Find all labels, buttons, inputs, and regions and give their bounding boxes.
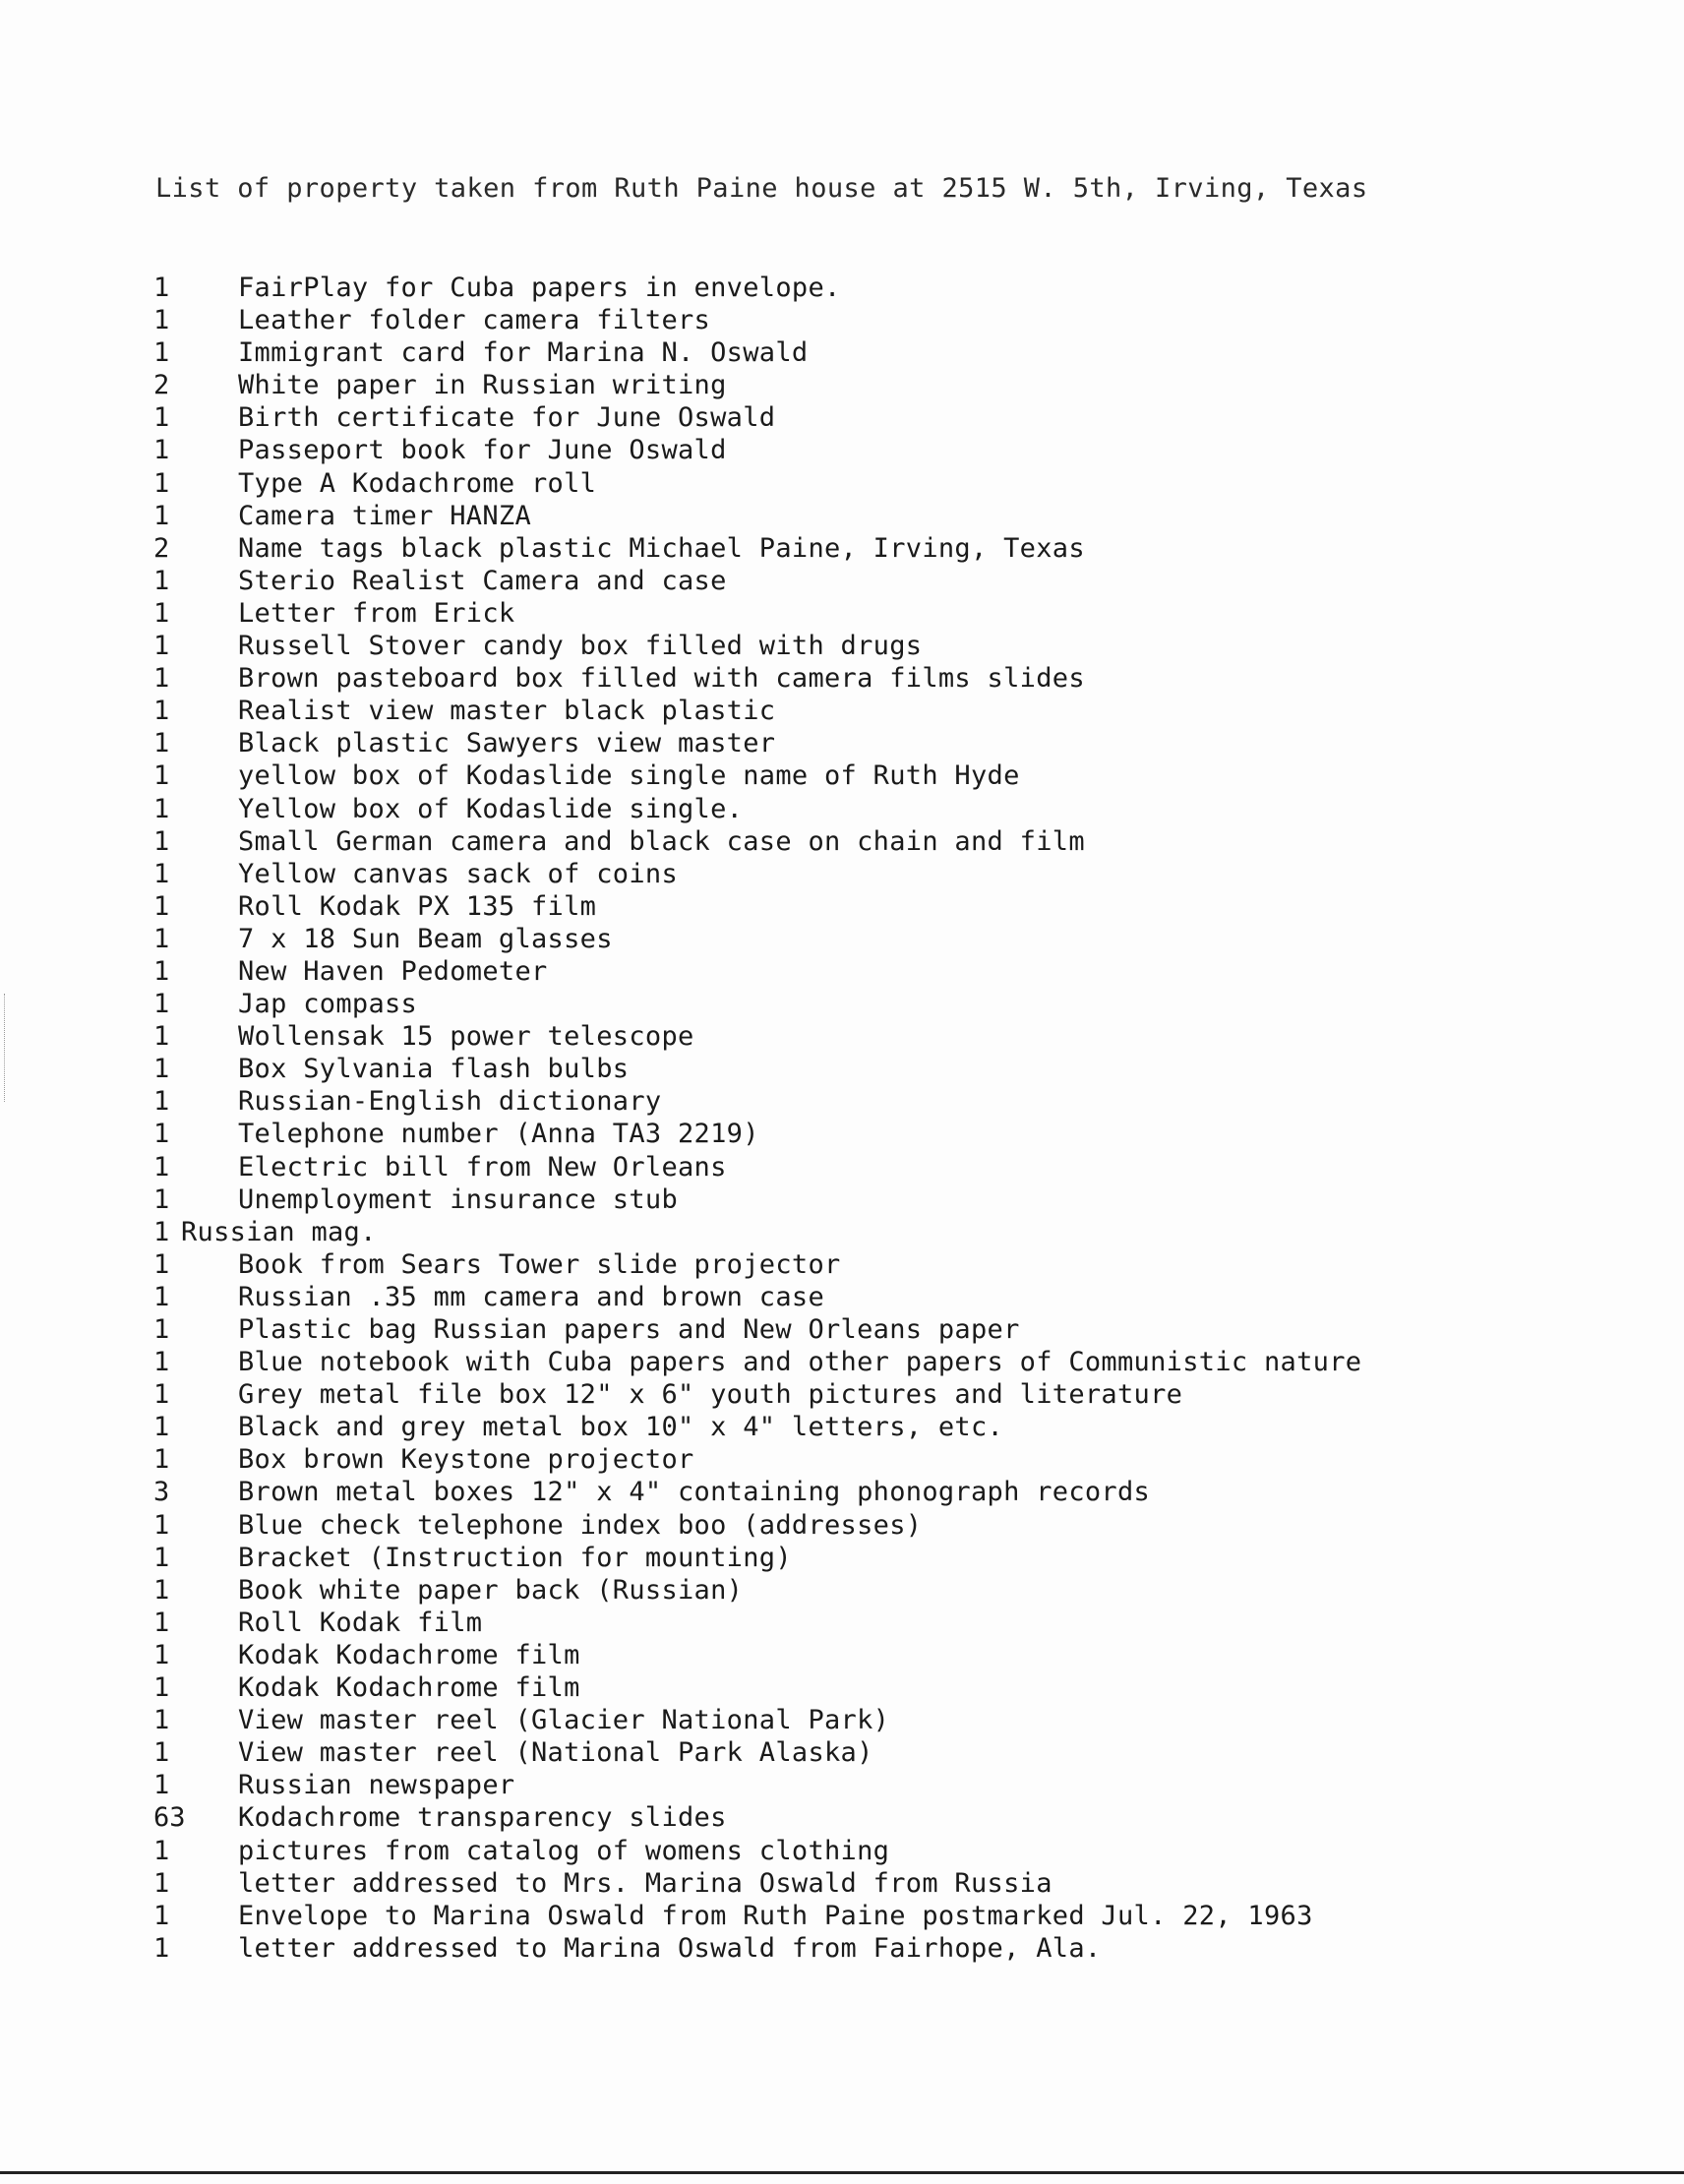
item-quantity: 1 [153,1086,170,1118]
item-quantity: 1 [153,1183,170,1215]
item-description: Brown metal boxes 12" x 4" containing phonograph records [238,1477,1151,1508]
item-description: Immigrant card for Marina N. Oswald [238,337,809,369]
list-item [153,1671,1629,1704]
list-item [153,793,1629,825]
item-quantity: 1 [153,597,170,629]
list-item [153,695,1629,727]
list-item [153,1835,1629,1867]
item-description: Box Sylvania flash bulbs [238,1054,630,1085]
item-description: Sterio Realist Camera and case [238,565,727,596]
item-quantity: 2 [153,370,170,401]
item-quantity: 1 [153,760,170,792]
item-description: View master reel (National Park Alaska) [238,1737,873,1769]
item-description: Envelope to Marina Oswald from Ruth Paine postmarked Jul. 22, 1963 [238,1900,1313,1931]
item-description: Box brown Keystone projector [238,1444,694,1476]
item-quantity: 1 [153,1314,170,1345]
item-description: Kodak Kodachrome film [238,1639,580,1670]
item-description: Yellow canvas sack of coins [238,858,678,889]
list-item [153,467,1629,500]
item-quantity: 1 [153,1542,170,1573]
item-description: White paper in Russian writing [238,370,727,401]
item-quantity: 1 [153,1574,170,1606]
item-quantity: 1 [153,1672,170,1704]
list-item [153,565,1629,597]
item-description: Electric bill from New Orleans [238,1151,727,1183]
list-item [153,1867,1629,1900]
item-description: Brown pasteboard box filled with camera films slides [238,663,1085,695]
list-item [153,532,1629,565]
list-item [153,1476,1629,1508]
item-description: letter addressed to Marina Oswald from Fairhope, Ala. [238,1932,1102,1964]
item-quantity: 1 [153,890,170,922]
list-item [153,1020,1629,1053]
item-quantity: 63 [153,1802,186,1834]
item-description: Passeport book for June Oswald [238,435,727,466]
list-item [153,1378,1629,1411]
item-quantity: 1 [153,273,170,303]
list-item [153,500,1629,532]
item-quantity: 1 [153,435,170,466]
item-description: Unemployment insurance stub [238,1183,678,1215]
list-item [153,1248,1629,1281]
item-quantity: 1 [153,467,170,499]
item-quantity: 1 [153,663,170,695]
list-item [153,369,1629,401]
item-description: Russian mag. [181,1216,377,1247]
list-item [153,890,1629,923]
item-description: Kodak Kodachrome film [238,1672,580,1704]
list-item [153,1118,1629,1150]
item-description: Black and grey metal box 10" x 4" letters, etc. [238,1412,1004,1443]
list-item [153,1639,1629,1671]
list-item [153,759,1629,792]
item-quantity: 1 [153,825,170,857]
item-description: 7 x 18 Sun Beam glasses [238,923,613,954]
list-item [153,272,1629,304]
item-description: Type A Kodachrome roll [238,467,597,499]
item-quantity: 1 [153,402,170,434]
item-description: Russell Stover candy box filled with drugs [238,631,923,662]
item-description: Kodachrome transparency slides [238,1802,727,1834]
list-item [153,1704,1629,1736]
list-item [153,1346,1629,1378]
item-quantity: 1 [153,955,170,987]
list-item [153,597,1629,630]
item-quantity: 1 [153,1705,170,1736]
item-quantity: 1 [153,631,170,662]
item-quantity: 1 [153,1932,170,1964]
list-item [153,1574,1629,1607]
list-item [153,630,1629,662]
list-item [153,1151,1629,1183]
list-item [153,336,1629,369]
margin-mark [4,994,7,1102]
list-item [153,1607,1629,1639]
item-description: Wollensak 15 power telescope [238,1021,694,1053]
item-description: Book from Sears Tower slide projector [238,1248,841,1280]
item-quantity: 1 [153,1119,170,1150]
item-quantity: 1 [153,728,170,759]
item-quantity: 1 [153,923,170,954]
item-description: Yellow box of Kodaslide single. [238,793,744,824]
item-description: Realist view master black plastic [238,696,776,727]
item-quantity: 1 [153,1347,170,1378]
item-description: Jap compass [238,989,418,1020]
item-description: pictures from catalog of womens clothing [238,1835,890,1866]
item-quantity: 1 [153,1281,170,1312]
item-quantity: 1 [153,1054,170,1085]
list-item [153,988,1629,1020]
item-description: Telephone number (Anna TA3 2219) [238,1119,759,1150]
item-description: Black plastic Sawyers view master [238,728,776,759]
document-title: List of property taken from Ruth Paine house at 2515 W. 5th, Irving, Texas [155,173,1368,204]
item-description: Roll Kodak PX 135 film [238,890,597,922]
list-item [153,1411,1629,1443]
list-item [153,434,1629,466]
item-quantity: 1 [153,337,170,369]
list-item [153,858,1629,890]
item-description: Russian newspaper [238,1770,515,1801]
item-quantity: 1 [153,1412,170,1443]
list-item [153,1216,1629,1248]
list-item [153,1801,1629,1834]
item-description: Leather folder camera filters [238,305,711,336]
item-quantity: 1 [153,793,170,824]
list-item [153,923,1629,955]
item-quantity: 1 [153,1607,170,1638]
item-description: Grey metal file box 12" x 6" youth pictures and literature [238,1379,1183,1411]
item-description: Letter from Erick [238,597,515,629]
item-description: Camera timer HANZA [238,500,531,531]
list-item [153,662,1629,695]
item-description: Blue notebook with Cuba papers and other papers of Communistic nature [238,1347,1362,1378]
item-quantity: 1 [153,565,170,596]
item-description: Bracket (Instruction for mounting) [238,1542,792,1573]
list-item [153,1313,1629,1346]
list-item [153,1900,1629,1932]
item-quantity: 1 [153,1379,170,1411]
list-item [153,825,1629,858]
item-description: Small German camera and black case on chain and film [238,825,1085,857]
item-quantity: 3 [153,1477,170,1508]
item-description: Plastic bag Russian papers and New Orleans paper [238,1314,1020,1345]
list-item [153,1281,1629,1313]
item-description: Name tags black plastic Michael Paine, Irving, Texas [238,532,1085,564]
item-quantity: 2 [153,532,170,564]
item-quantity: 1 [153,858,170,889]
list-item [153,1443,1629,1476]
item-description: FairPlay for Cuba papers in envelope. [238,273,841,303]
property-list [153,272,1629,1965]
item-description: View master reel (Glacier National Park) [238,1705,890,1736]
item-quantity: 1 [153,500,170,531]
list-item [153,401,1629,434]
item-quantity: 1 [153,305,170,336]
item-quantity: 1 [153,1900,170,1931]
item-quantity: 1 [153,1444,170,1476]
item-quantity: 1 [153,1770,170,1801]
item-quantity: 1 [153,1639,170,1670]
item-quantity: 1 [153,989,170,1020]
item-quantity: 1 [153,1737,170,1769]
item-description: Roll Kodak film [238,1607,483,1638]
item-description: Birth certificate for June Oswald [238,402,776,434]
item-description: Russian .35 mm camera and brown case [238,1281,824,1312]
item-quantity: 1 [153,696,170,727]
item-description: yellow box of Kodaslide single name of Ruth Hyde [238,760,1020,792]
list-item [153,1183,1629,1216]
page-bottom-rule [0,2171,1684,2174]
item-description: Book white paper back (Russian) [238,1574,744,1606]
list-item [153,1085,1629,1118]
item-description: Russian-English dictionary [238,1086,662,1118]
list-item [153,727,1629,759]
list-item [153,1509,1629,1542]
list-item [153,1769,1629,1801]
list-item [153,1053,1629,1085]
item-quantity: 1 [153,1248,170,1280]
item-description: New Haven Pedometer [238,955,548,987]
item-description: letter addressed to Mrs. Marina Oswald from Russia [238,1867,1052,1899]
list-item [153,304,1629,336]
item-quantity: 1 [153,1835,170,1866]
item-quantity: 1 [153,1216,170,1247]
list-item [153,955,1629,988]
list-item [153,1736,1629,1769]
item-quantity: 1 [153,1151,170,1183]
item-quantity: 1 [153,1867,170,1899]
item-description: Blue check telephone index boo (addresses) [238,1509,923,1541]
list-item [153,1542,1629,1574]
item-quantity: 1 [153,1021,170,1053]
list-item [153,1932,1629,1965]
item-quantity: 1 [153,1509,170,1541]
